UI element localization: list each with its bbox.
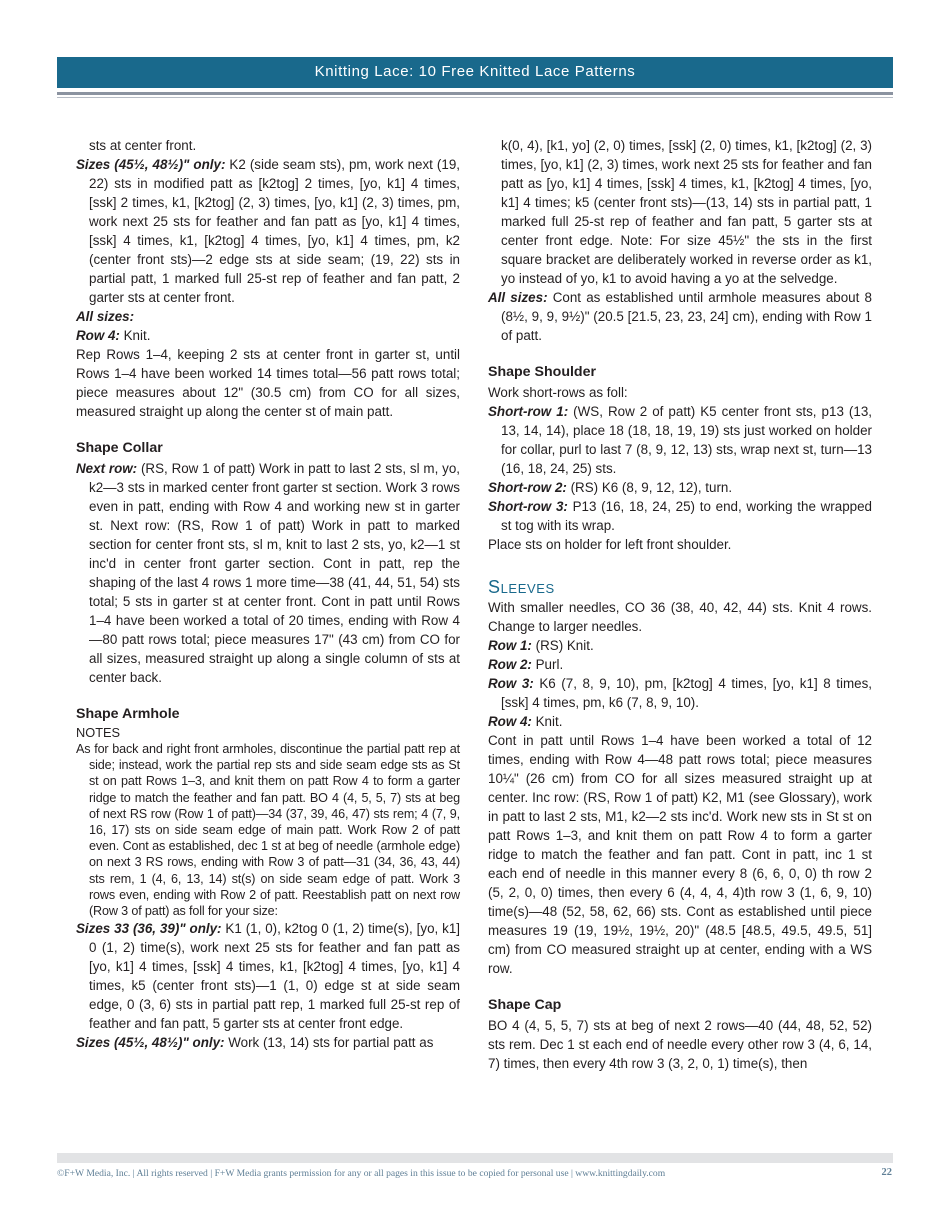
- label: Row 4:: [488, 714, 532, 729]
- label: Row 2:: [488, 657, 532, 672]
- paragraph: [488, 478, 872, 497]
- label: Row 1:: [488, 638, 532, 653]
- label: Row 3:: [488, 676, 534, 691]
- paragraph: sts at center front.: [89, 138, 197, 153]
- paragraph: [76, 1033, 460, 1052]
- label: Short-row 1:: [488, 404, 569, 419]
- paragraph: Rep Rows 1–4, keeping 2 sts at center front in garter st, until Rows 1–4 have been worked 14 times total—56 patt rows total; piece measures about 12" (30.5 cm) from CO for all sizes, measured straight up along the center st of main patt.: [76, 347, 460, 419]
- text: Cont as established until armhole measures about 8 (8½, 9, 9, 9½)" (20.5 [21.5, 23, 23, 24] cm), ending with Row 1 of patt.: [501, 290, 872, 343]
- header-bar: [57, 57, 893, 88]
- paragraph: With smaller needles, CO 36 (38, 40, 42, 44) sts. Knit 4 rows. Change to larger needles.: [488, 600, 872, 634]
- paragraph: [488, 655, 872, 674]
- label: Row 4:: [76, 328, 120, 343]
- label: Short-row 3:: [488, 499, 568, 514]
- label: Short-row 2:: [488, 480, 567, 495]
- paragraph: [76, 155, 460, 307]
- text: (RS) Knit.: [531, 638, 594, 653]
- paragraph: Cont in patt until Rows 1–4 have been worked a total of 12 times, ending with Row 4—48 patt rows total; piece measures 10¼" (26 cm) from CO for all sizes measured straight up at center. Inc row: (RS, Row 1 of patt) K2, M1 (see Glossary), work in patt to last 2 sts, M1, k2—2 sts inc'd. Work new sts in St st on patt Rows 1–3, and knit them on patt Row 4 to form a garter ridge to match the feather and fan patt. Cont in patt, inc 1 st each end of needle in this manner every 8 (6, 6, 0, 0) th row 2 (5, 2, 0, 0) times, then every 6 (4, 4, 4, 4)th row 3 (1, 6, 9, 10) time(s)—48 (52, 58, 62, 66) sts. Cont as established until piece measures 19 (19, 19½, 19½, 20)" (48.5 [48.5, 49.5, 49.5, 51] cm) from CO measured straight up at center, ending with a WS row.: [488, 733, 872, 976]
- page-number: 22: [881, 1167, 892, 1178]
- text: Work (13, 14) sts for partial patt as: [224, 1035, 434, 1051]
- section-heading: Shape Collar: [76, 440, 163, 456]
- paragraph: [76, 459, 460, 687]
- text: P13 (16, 18, 24, 25) to end, working the wrapped st tog with its wrap.: [501, 499, 872, 533]
- footer-bar: [57, 1153, 893, 1163]
- footer-copyright: ©F+W Media, Inc. | All rights reserved | F+W Media grants permission for any or all pages in this issue to be copied for personal use | www.knittingdaily.com: [57, 1168, 666, 1179]
- paragraph: k(0, 4), [k1, yo] (2, 0) times, [ssk] (2, 0) times, k1, [k2tog] (2, 3) times, [yo, k1] (2, 3) times, work next 25 sts for feather and fan patt as [yo, k1] 4 times, [ssk] 4 times, k1, [k2tog] 4 times, [yo, k1] 4 times; k5 (center front sts)—(13, 14) sts in partial patt, 1 marked full 25-st rep of feather and fan patt, 5 garter sts at center front edge. Note: For size 45½" the sts in the first square bracket are deliberately worked in reverse order as k1, yo instead of yo, k1 to avoid having a yo at the selvedge.: [501, 138, 872, 286]
- label: Sizes (45½, 48½)" only:: [76, 1035, 225, 1051]
- label: Next row:: [76, 461, 138, 476]
- text: K6 (7, 8, 9, 10), pm, [k2tog] 4 times, [yo, k1] 8 times, [ssk] 4 times, pm, k6 (7, 8, 9, 10).: [501, 676, 872, 710]
- paragraph: [488, 402, 872, 478]
- label: Sizes (45½, 48½)" only:: [76, 157, 226, 172]
- notes-heading: NOTES: [76, 725, 121, 740]
- text: (WS, Row 2 of patt) K5 center front sts, p13 (13, 13, 14, 14), place 18 (18, 18, 19, 19) sts just worked on holder for collar, purl to last 7 (8, 9, 12, 13) sts, wrap next st, turn—13 (16, 18, 24, 25) sts.: [501, 404, 872, 476]
- header-title: Knitting Lace: 10 Free Knitted Lace Patterns: [314, 63, 636, 80]
- paragraph: [76, 326, 460, 345]
- paragraph: Place sts on holder for left front shoulder.: [488, 537, 732, 552]
- label: All sizes:: [76, 309, 135, 324]
- paragraph: [76, 307, 460, 326]
- label: Sizes 33 (36, 39)" only:: [76, 921, 222, 937]
- text: Knit.: [531, 714, 563, 729]
- section-heading: Shape Armhole: [76, 706, 180, 722]
- right-column: [488, 136, 872, 1073]
- paragraph: [488, 288, 872, 345]
- paragraph: [488, 674, 872, 712]
- paragraph: [488, 497, 872, 535]
- sleeves-heading: Sleeves: [488, 577, 555, 597]
- paragraph: [488, 636, 872, 655]
- text: K2 (side seam sts), pm, work next (19, 22) sts in modified patt as [k2tog] 2 times, [yo, k1] 4 times, [ssk] 2 times, k1, [k2tog] (2, 3) times, [yo, k1] (2, 3) times, pm, work next 25 sts for feather and fan patt as [yo, k1] 4 times, [ssk] 4 times, k1, [k2tog] 4 times, [yo, k1] 4 times, pm, k2 (center front sts)—2 edge sts at side seam; (19, 22) sts in partial patt, 1 marked full 25-st rep of feather and fan patt, 2 garter sts at center front.: [89, 157, 460, 305]
- paragraph: [488, 712, 872, 731]
- paragraph: BO 4 (4, 5, 5, 7) sts at beg of next 2 rows—40 (44, 48, 52, 52) sts rem. Dec 1 st each end of needle every other row 3 (4, 6, 14, 7) times, then every 4th row 3 (3, 2, 0, 1) time(s), then: [488, 1018, 872, 1071]
- notes-text: As for back and right front armholes, discontinue the partial patt rep at side; instead, work the partial rep sts and side seam edge sts as St st on patt Rows 1–3, and knit them on patt Row 4 to form a garter ridge to match the feather and fan patt. BO 4 (4, 5, 5, 7) sts at beg of next RS row (Row 1 of patt)—34 (37, 39, 46, 47) sts rem; 4 (7, 9, 16, 17) sts on side seam edge of main patt. Work Row 2 of patt even. Cont as established, dec 1 st at beg of needle (armhole edge) on next 3 RS rows, ending with Row 3 of patt—31 (34, 36, 43, 44) sts rem, 1 (4, 6, 13, 14) st(s) on side seam edge of patt. Work 3 rows even, ending with Row 2 of patt. Reestablish patt on next row (Row 3 of patt) as foll for your size:: [76, 742, 460, 919]
- text: Purl.: [531, 657, 564, 672]
- label: All sizes:: [488, 290, 548, 305]
- text: Knit.: [119, 328, 151, 343]
- text: (RS, Row 1 of patt) Work in patt to last 2 sts, sl m, yo, k2—3 sts in marked center front garter st section. Work 3 rows even in patt, ending with Row 4 and working new st in garter st. Next row: (RS, Row 1 of patt) Work in patt to marked section for center front sts, sl m, knit to last 2 sts, yo, k2—1 st inc'd in center front garter section. Cont in patt, rep the shaping of the last 4 rows 1 more time—38 (41, 44, 51, 54) sts total; 5 sts in garter st at center front. Cont in patt until Rows 1–4 have been worked a total of 20 times, ending with Row 4—80 patt rows total; piece measures 17" (43 cm) from CO for all sizes, measured straight up along a single column of sts at center back.: [89, 461, 460, 685]
- paragraph: [76, 919, 460, 1033]
- text: K1 (1, 0), k2tog 0 (1, 2) time(s), [yo, k1] 0 (1, 2) time(s), work next 25 sts for feather and fan patt as [yo, k1] 4 times, [ssk] 4 times, k1, [k2tog] 4 times, [yo, k1] 4 times, k5 (center front sts)—1 (1, 0) edge st at side seam edge, 0 (3, 6) sts in partial patt rep, 1 marked full 25-st rep of feather and fan patt, 5 garter sts at center front edge.: [89, 921, 460, 1032]
- section-heading: Shape Shoulder: [488, 364, 596, 380]
- section-heading: Shape Cap: [488, 997, 562, 1013]
- left-column: [76, 136, 460, 1052]
- paragraph: Work short-rows as foll:: [488, 385, 628, 400]
- text: (RS) K6 (8, 9, 12, 12), turn.: [566, 480, 733, 495]
- header-rule: [57, 92, 893, 95]
- header-rule-thin: [57, 97, 893, 98]
